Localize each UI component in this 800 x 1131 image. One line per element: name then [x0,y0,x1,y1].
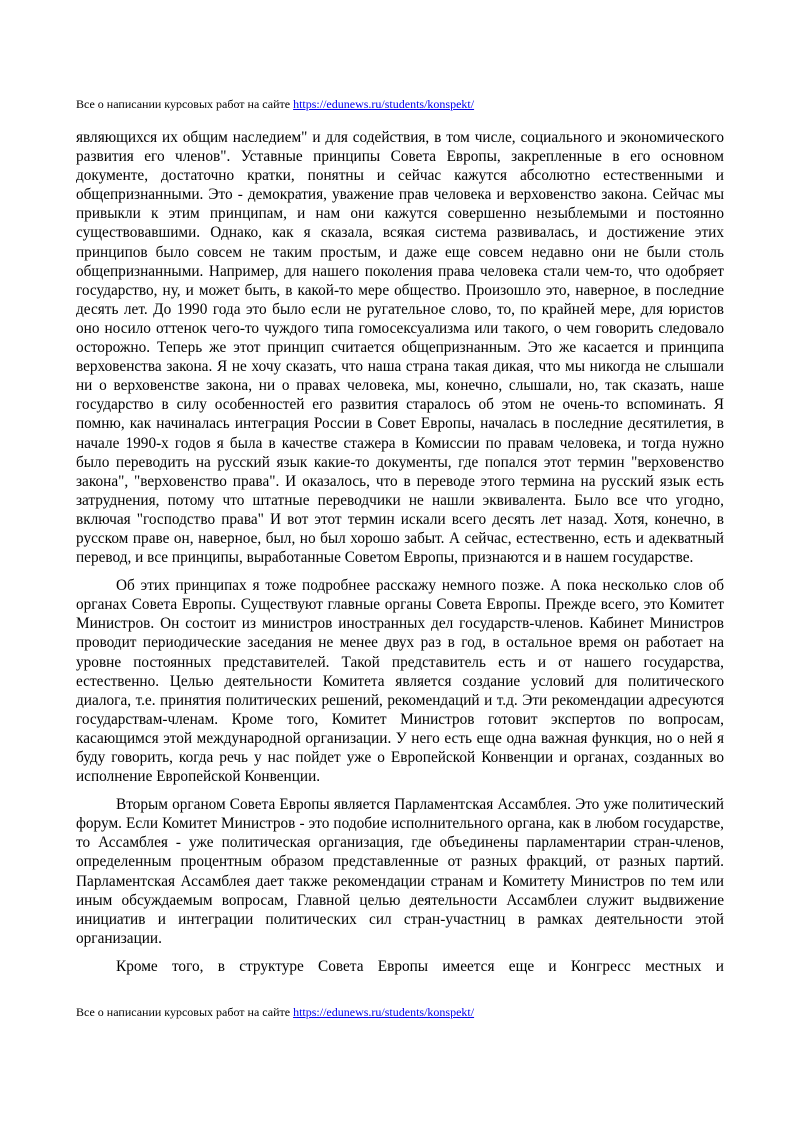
header-text: Все о написании курсовых работ на сайте [76,97,291,111]
page-footer [76,1005,474,1019]
header-link[interactable]: https://edunews.ru/students/konspekt/ [293,97,475,111]
paragraph-assembly: Вторым органом Совета Европы является Парламентская Ассамблея. Это уже политический форум. Если Комитет Министров - это подобие исполнительного органа, как в любом государстве, то Ассамблея - уже политическая организация, где объединены парламентарии стран-членов, определенным процентным образом представленные от разных фракций, от разных партий. Парламентская Ассамблея дает также рекомендации странам и Комитету Министров по тем или иным обсуждаемым вопросам, Главной целью деятельности Ассамблеи служит выдвижение инициатив и интеграции политических сил стран-участниц в рамках деятельности этой организации. [76,796,724,947]
paragraph-congress: Кроме того, в структуре Совета Европы имеется еще и Конгресс местных и [116,957,724,975]
paragraph-organs: Об этих принципах я тоже подробнее расскажу немного позже. А пока несколько слов об органах Совета Европы. Существуют главные органы Совета Европы. Прежде всего, это Комитет Министров. Он состоит из министров иностранных дел государств-членов. Кабинет Министров проводит периодические заседания не менее двух раз в год, в остальное время он работает на уровне постоянных представителей. Такой представитель есть и от нашего государства, естественно. Целью деятельности Комитета является создание условий для политического диалога, т.е. принятия политических решений, рекомендаций и т.д. Эти рекомендации адресуются государствам-членам. Кроме того, Комитет Министров готовит экспертов по вопросам, касающимся этой международной организации. У него есть еще одна важная функция, но о ней я буду говорить, когда речь у нас пойдет уже о Европейской Конвенции и органах, созданных во исполнение Европейской Конвенции. [76,577,724,786]
paragraph-continuation: являющихся их общим наследием" и для содействия, в том числе, социального и экономического развития его членов". Уставные принципы Совета Европы, закрепленные в его основном документе, достаточно кратки, понятны и сейчас кажутся абсолютно естественными и общепризнанными. Это - демократия, уважение прав человека и верховенство закона. Сейчас мы привыкли к этим принципам, и нам они кажутся совершенно незыблемыми и постоянно существовавшими. Однако, как я сказала, всякая система развивалась, и достижение этих принципов было совсем не таким простым, и даже еще совсем недавно они не были столь общепризнанными. Например, для нашего поколения права человека стали чем-то, что одобряет государство, ну, и может быть, в какой-то мере общество. Произошло это, наверное, в последние десять лет. До 1990 года это было если не ругательное слово, то, по крайней мере, для юристов оно носило оттенок чего-то чуждого типа гомосексуализма или такого, о чем говорить следовало осторожно. Теперь же этот принцип считается общепризнанным. Это же касается и принципа верховенства закона. Я не хочу сказать, что наша страна такая дикая, что мы никогда не слышали ни о верховенстве закона, ни о правах человека, мы, конечно, слышали, но, так сказать, наше государство в силу особенностей его развития старалось об этом не очень-то вспоминать. Я помню, как начиналась интеграция России в Совет Европы, началась в последние десятилетия, в начале 1990-х годов я была в качестве стажера в Комиссии по правам человека, и тогда нужно было переводить на русский язык какие-то документы, где попался этот термин "верховенство закона", "верховенство права". И оказалось, что в переводе этого термина на русский язык есть затруднения, потому что штатные переводчики не нашли эквивалента. Было все что угодно, включая "господство права" И вот этот термин искали всего десять лет назад. Хотя, конечно, в русском праве он, наверное, был, но был хорошо забыт. А сейчас, естественно, есть и адекватный перевод, и все принципы, выработанные Советом Европы, признаются и в нашем государстве. [76,129,724,567]
page-header [76,97,474,111]
footer-link[interactable]: https://edunews.ru/students/konspekt/ [293,1005,475,1019]
footer-text: Все о написании курсовых работ на сайте [76,1005,291,1019]
document-body [76,128,724,985]
